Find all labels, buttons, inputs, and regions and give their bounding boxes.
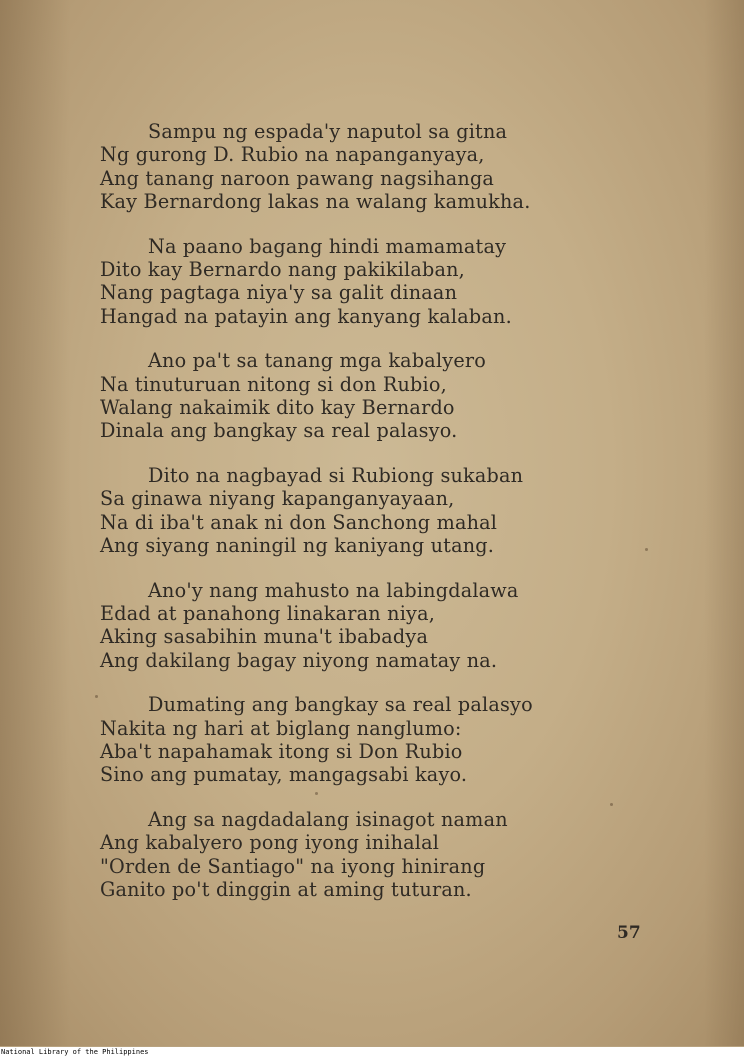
- poem-line: Na paano bagang hindi mamamatay: [148, 234, 507, 258]
- stanza: [100, 693, 620, 786]
- stanza: [100, 464, 620, 557]
- poem-line: Aba't napahamak itong si Don Rubio: [100, 740, 463, 764]
- poem-line: Ano'y nang mahusto na labingdalawa: [148, 578, 519, 602]
- stanza: [100, 579, 620, 672]
- stanza: [100, 120, 620, 213]
- poem-line: Ng gurong D. Rubio na napanganyaya,: [100, 143, 485, 167]
- footer-bar: [0, 1047, 744, 1058]
- paper-speck: [645, 548, 648, 551]
- poem-line: Ang siyang naningil ng kaniyang utang.: [100, 533, 495, 557]
- poem-line: Sino ang pumatay, mangagsabi kayo.: [100, 763, 468, 787]
- poem-text: [100, 120, 620, 923]
- poem-line: Sampu ng espada'y naputol sa gitna: [148, 120, 508, 143]
- stanza: [100, 349, 620, 442]
- poem-line: Nakita ng hari at biglang nanglumo:: [100, 716, 462, 740]
- poem-line: Ang tanang naroon pawang nagsihanga: [100, 166, 495, 190]
- paper-speck: [95, 695, 98, 698]
- poem-line: Dinala ang bangkay sa real palasyo.: [100, 419, 458, 443]
- poem-line: Sa ginawa niyang kapanganyayaan,: [100, 487, 455, 511]
- poem-line: "Orden de Santiago" na iyong hinirang: [100, 854, 486, 878]
- poem-line: Walang nakaimik dito kay Bernardo: [100, 395, 455, 419]
- stanza: [100, 808, 620, 901]
- poem-line: Ganito po't dinggin at aming tuturan.: [100, 878, 472, 902]
- poem-line: Ang dakilang bagay niyong namatay na.: [100, 648, 498, 672]
- poem-line: Hangad na patayin ang kanyang kalaban.: [100, 304, 512, 328]
- poem-line: Ano pa't sa tanang mga kabalyero: [148, 349, 487, 373]
- poem-line: Dito na nagbayad si Rubiong sukaban: [148, 464, 524, 488]
- poem-line: Dumating ang bangkay sa real palasyo: [148, 693, 533, 717]
- poem-line: Edad at panahong linakaran niya,: [100, 602, 436, 626]
- poem-line: Na tinuturuan nitong si don Rubio,: [100, 372, 447, 396]
- poem-line: Nang pagtaga niya'y sa galit dinaan: [100, 281, 458, 305]
- poem-line: Aking sasabihin muna't ibabadya: [100, 625, 429, 649]
- poem-line: Ang kabalyero pong iyong inihalal: [100, 831, 440, 855]
- footer-credit: National Library of the Philippines: [1, 1048, 149, 1056]
- page-number: 57: [617, 923, 641, 943]
- stanza: [100, 235, 620, 328]
- poem-line: Ang sa nagdadalang isinagot naman: [148, 808, 508, 832]
- poem-line: Dito kay Bernardo nang pakikilaban,: [100, 257, 465, 281]
- poem-line: Kay Bernardong lakas na walang kamukha.: [100, 189, 531, 213]
- poem-line: Na di iba't anak ni don Sanchong mahal: [100, 510, 498, 534]
